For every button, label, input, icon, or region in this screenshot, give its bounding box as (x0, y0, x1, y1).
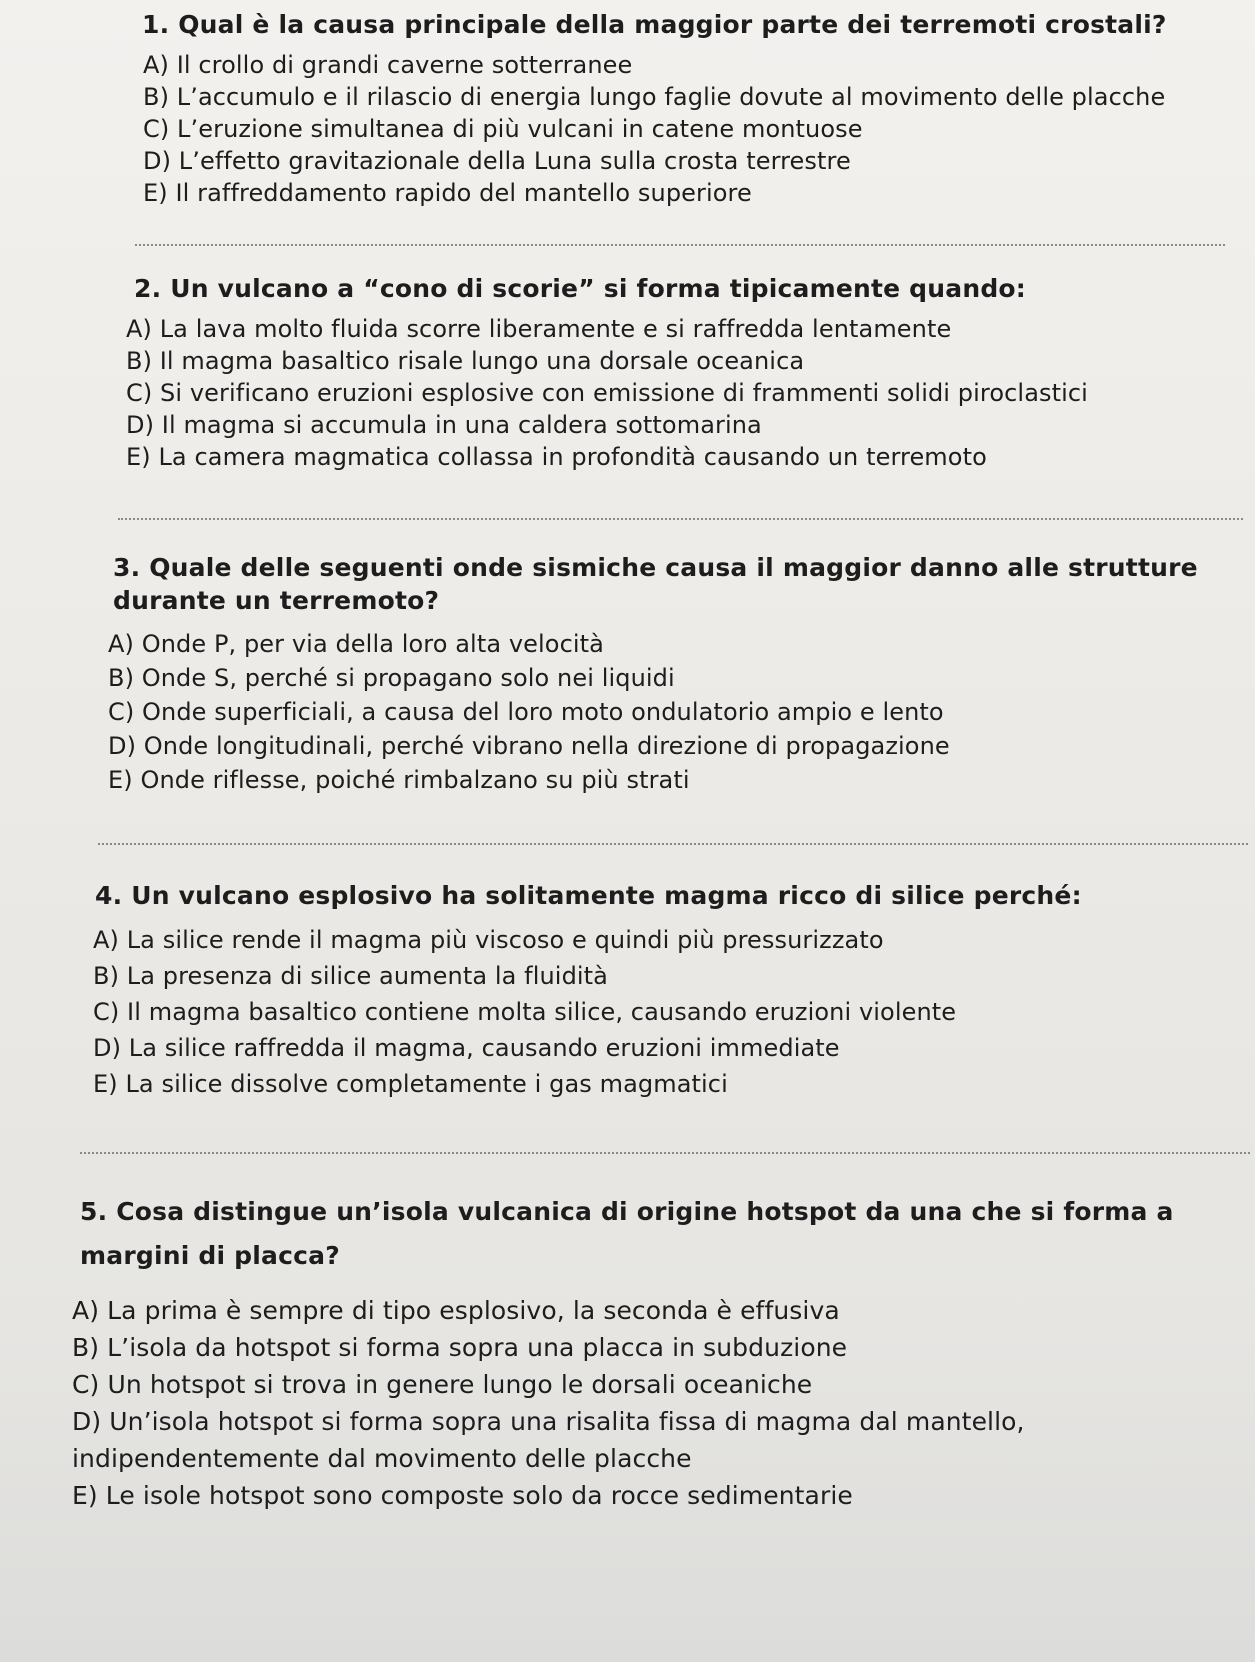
question-1-option-a: A) Il crollo di grandi caverne sotterranee (143, 51, 633, 79)
question-3-option-b: B) Onde S, perché si propagano solo nei liquidi (108, 664, 675, 692)
question-5-option-c: C) Un hotspot si trova in genere lungo le dorsali oceaniche (72, 1370, 813, 1399)
question-3-title: 3. Quale delle seguenti onde sismiche causa il maggior danno alle strutture durante un terremoto? (113, 553, 1198, 615)
question-2-option-e: E) La camera magmatica collassa in profondità causando un terremoto (126, 443, 987, 471)
question-3 (0, 551, 1255, 797)
question-2 (0, 272, 1255, 473)
question-4-option-c: C) Il magma basaltico contiene molta silice, causando eruzioni violente (93, 998, 957, 1026)
question-1-title: 1. Qual è la causa principale della maggior parte dei terremoti crostali? (142, 10, 1167, 39)
question-2-option-c: C) Si verificano eruzioni esplosive con emissione di frammenti solidi piroclastici (126, 379, 1088, 407)
question-2-option-d: D) Il magma si accumula in una caldera sottomarina (126, 411, 762, 439)
question-5-option-e: E) Le isole hotspot sono composte solo da rocce sedimentarie (72, 1481, 853, 1510)
question-3-option-a: A) Onde P, per via della loro alta velocità (108, 630, 604, 658)
question-5-options (0, 1292, 1202, 1514)
question-2-options (0, 313, 1255, 473)
question-5-option-a: A) La prima è sempre di tipo esplosivo, la seconda è effusiva (72, 1296, 840, 1325)
question-5-option-b: B) L’isola da hotspot si forma sopra una placca in subduzione (72, 1333, 848, 1362)
question-1-option-e: E) Il raffreddamento rapido del mantello superiore (143, 179, 752, 207)
question-4-title: 4. Un vulcano esplosivo ha solitamente magma ricco di silice perché: (95, 881, 1082, 910)
question-5-title: 5. Cosa distingue un’isola vulcanica di origine hotspot da una che si forma a margini di placca? (80, 1197, 1174, 1270)
divider-4 (80, 1152, 1250, 1154)
question-5-title-line (0, 1190, 1255, 1278)
question-4-option-b: B) La presenza di silice aumenta la fluidità (93, 962, 608, 990)
question-2-title: 2. Un vulcano a “cono di scorie” si forma tipicamente quando: (134, 274, 1027, 303)
question-3-options (0, 627, 1255, 797)
question-5 (0, 1190, 1255, 1514)
question-1-option-c: C) L’eruzione simultanea di più vulcani in catene montuose (143, 115, 863, 143)
question-3-option-c: C) Onde superficiali, a causa del loro moto ondulatorio ampio e lento (108, 698, 944, 726)
question-3-option-d: D) Onde longitudinali, perché vibrano nella direzione di propagazione (108, 732, 950, 760)
divider-2 (118, 518, 1243, 520)
question-2-option-a: A) La lava molto fluida scorre liberamente e si raffredda lentamente (126, 315, 952, 343)
question-5-option-d: D) Un’isola hotspot si forma sopra una risalita fissa di magma dal mantello, indipendentemente dal movimento delle placche (72, 1407, 1025, 1473)
question-4-options (0, 922, 1255, 1102)
question-3-option-e: E) Onde riflesse, poiché rimbalzano su più strati (108, 766, 690, 794)
question-4-option-a: A) La silice rende il magma più viscoso e quindi più pressurizzato (93, 926, 884, 954)
question-1 (0, 8, 1255, 209)
question-4-option-d: D) La silice raffredda il magma, causando eruzioni immediate (93, 1034, 840, 1062)
divider-3 (98, 843, 1248, 845)
question-1-option-b: B) L’accumulo e il rilascio di energia lungo faglie dovute al movimento delle placche (143, 83, 1166, 111)
divider-1 (135, 244, 1225, 246)
question-1-option-d: D) L’effetto gravitazionale della Luna sulla crosta terrestre (143, 147, 851, 175)
question-4-option-e: E) La silice dissolve completamente i gas magmatici (93, 1070, 728, 1098)
question-4 (0, 879, 1255, 1102)
question-1-options (0, 49, 1255, 209)
question-2-option-b: B) Il magma basaltico risale lungo una dorsale oceanica (126, 347, 805, 375)
